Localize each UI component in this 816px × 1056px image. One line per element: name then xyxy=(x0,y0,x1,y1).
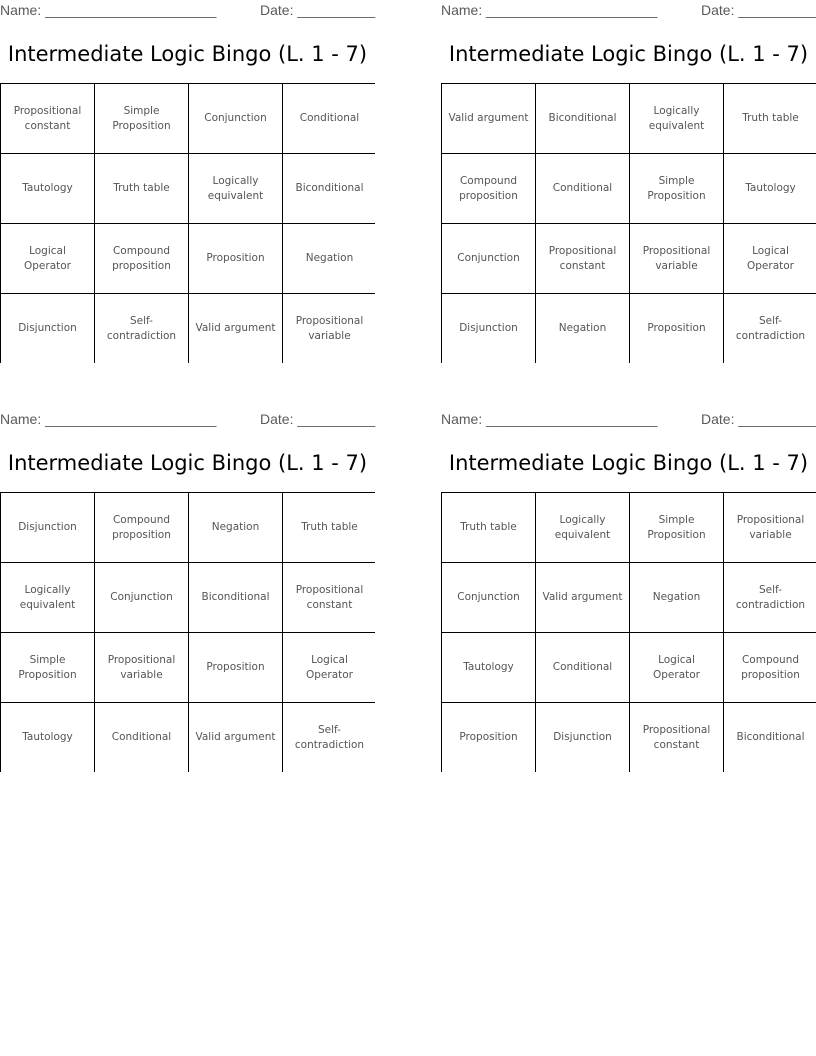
bingo-card xyxy=(441,0,816,372)
card-title: Intermediate Logic Bingo (L. 1 - 7) xyxy=(7,451,368,475)
bingo-cell: Negation xyxy=(283,224,376,293)
name-date-row xyxy=(441,411,816,429)
bingo-cell: Compound proposition xyxy=(724,633,816,702)
name-field-label: Name: ______________________ xyxy=(441,411,658,427)
bingo-cell: Conditional xyxy=(536,154,629,223)
bingo-cell: Logically equivalent xyxy=(536,493,629,562)
bingo-cell: Disjunction xyxy=(1,493,94,562)
bingo-cell: Propositional variable xyxy=(630,224,723,293)
bingo-grid xyxy=(0,83,375,363)
name-date-row xyxy=(0,2,375,20)
date-field-label: Date: __________ xyxy=(701,411,816,427)
bingo-card xyxy=(0,0,375,372)
bingo-cell: Self-contradiction xyxy=(283,703,376,772)
card-title: Intermediate Logic Bingo (L. 1 - 7) xyxy=(448,451,809,475)
name-field-label: Name: ______________________ xyxy=(441,2,658,18)
bingo-cell: Negation xyxy=(536,294,629,363)
bingo-card xyxy=(0,409,375,781)
bingo-cell: Compound proposition xyxy=(95,493,188,562)
bingo-cell: Biconditional xyxy=(536,84,629,153)
name-field-label: Name: ______________________ xyxy=(0,411,217,427)
date-field-label: Date: __________ xyxy=(701,2,816,18)
bingo-cell: Compound proposition xyxy=(442,154,535,223)
bingo-cell: Conditional xyxy=(536,633,629,702)
bingo-cell: Conjunction xyxy=(95,563,188,632)
name-date-row xyxy=(0,411,375,429)
bingo-cell: Negation xyxy=(189,493,282,562)
bingo-cell: Conditional xyxy=(95,703,188,772)
date-field-label: Date: __________ xyxy=(260,2,376,18)
bingo-cell: Logically equivalent xyxy=(630,84,723,153)
bingo-cell: Logically equivalent xyxy=(1,563,94,632)
card-title: Intermediate Logic Bingo (L. 1 - 7) xyxy=(448,42,809,66)
bingo-cell: Tautology xyxy=(1,154,94,223)
date-field-label: Date: __________ xyxy=(260,411,376,427)
name-date-row xyxy=(441,2,816,20)
bingo-cell: Valid argument xyxy=(189,294,282,363)
bingo-cell: Truth table xyxy=(442,493,535,562)
bingo-cell: Logically equivalent xyxy=(189,154,282,223)
bingo-cell: Conjunction xyxy=(442,563,535,632)
bingo-cell: Propositional constant xyxy=(283,563,376,632)
bingo-cell: Valid argument xyxy=(442,84,535,153)
bingo-cell: Disjunction xyxy=(442,294,535,363)
bingo-card xyxy=(441,409,816,781)
bingo-cell: Simple Proposition xyxy=(630,493,723,562)
bingo-cell: Tautology xyxy=(724,154,816,223)
bingo-cell: Propositional constant xyxy=(536,224,629,293)
bingo-cell: Simple Proposition xyxy=(630,154,723,223)
bingo-cell: Valid argument xyxy=(536,563,629,632)
name-field-label: Name: ______________________ xyxy=(0,2,217,18)
bingo-cell: Tautology xyxy=(1,703,94,772)
bingo-cell: Valid argument xyxy=(189,703,282,772)
bingo-cell: Simple Proposition xyxy=(95,84,188,153)
bingo-cell: Disjunction xyxy=(536,703,629,772)
bingo-cell: Propositional constant xyxy=(1,84,94,153)
bingo-cell: Self-contradiction xyxy=(724,563,816,632)
bingo-cell: Biconditional xyxy=(724,703,816,772)
bingo-cell: Propositional constant xyxy=(630,703,723,772)
bingo-cell: Truth table xyxy=(95,154,188,223)
bingo-cell: Logical Operator xyxy=(1,224,94,293)
bingo-cell: Negation xyxy=(630,563,723,632)
bingo-grid xyxy=(441,83,816,363)
bingo-cell: Compound proposition xyxy=(95,224,188,293)
bingo-cell: Proposition xyxy=(189,633,282,702)
bingo-cell: Truth table xyxy=(283,493,376,562)
bingo-cell: Biconditional xyxy=(283,154,376,223)
bingo-cell: Tautology xyxy=(442,633,535,702)
bingo-cell: Logical Operator xyxy=(283,633,376,702)
bingo-grid xyxy=(0,492,375,772)
bingo-cell: Self-contradiction xyxy=(724,294,816,363)
bingo-cell: Truth table xyxy=(724,84,816,153)
bingo-cell: Biconditional xyxy=(189,563,282,632)
bingo-cell: Conjunction xyxy=(442,224,535,293)
bingo-cell: Conjunction xyxy=(189,84,282,153)
bingo-cell: Proposition xyxy=(189,224,282,293)
bingo-cell: Logical Operator xyxy=(630,633,723,702)
bingo-cell: Logical Operator xyxy=(724,224,816,293)
bingo-cell: Propositional variable xyxy=(95,633,188,702)
bingo-cell: Proposition xyxy=(442,703,535,772)
bingo-cell: Self-contradiction xyxy=(95,294,188,363)
bingo-cell: Disjunction xyxy=(1,294,94,363)
bingo-cell: Simple Proposition xyxy=(1,633,94,702)
bingo-cell: Conditional xyxy=(283,84,376,153)
bingo-cell: Proposition xyxy=(630,294,723,363)
bingo-cell: Propositional variable xyxy=(283,294,376,363)
card-title: Intermediate Logic Bingo (L. 1 - 7) xyxy=(7,42,368,66)
bingo-grid xyxy=(441,492,816,772)
bingo-cell: Propositional variable xyxy=(724,493,816,562)
